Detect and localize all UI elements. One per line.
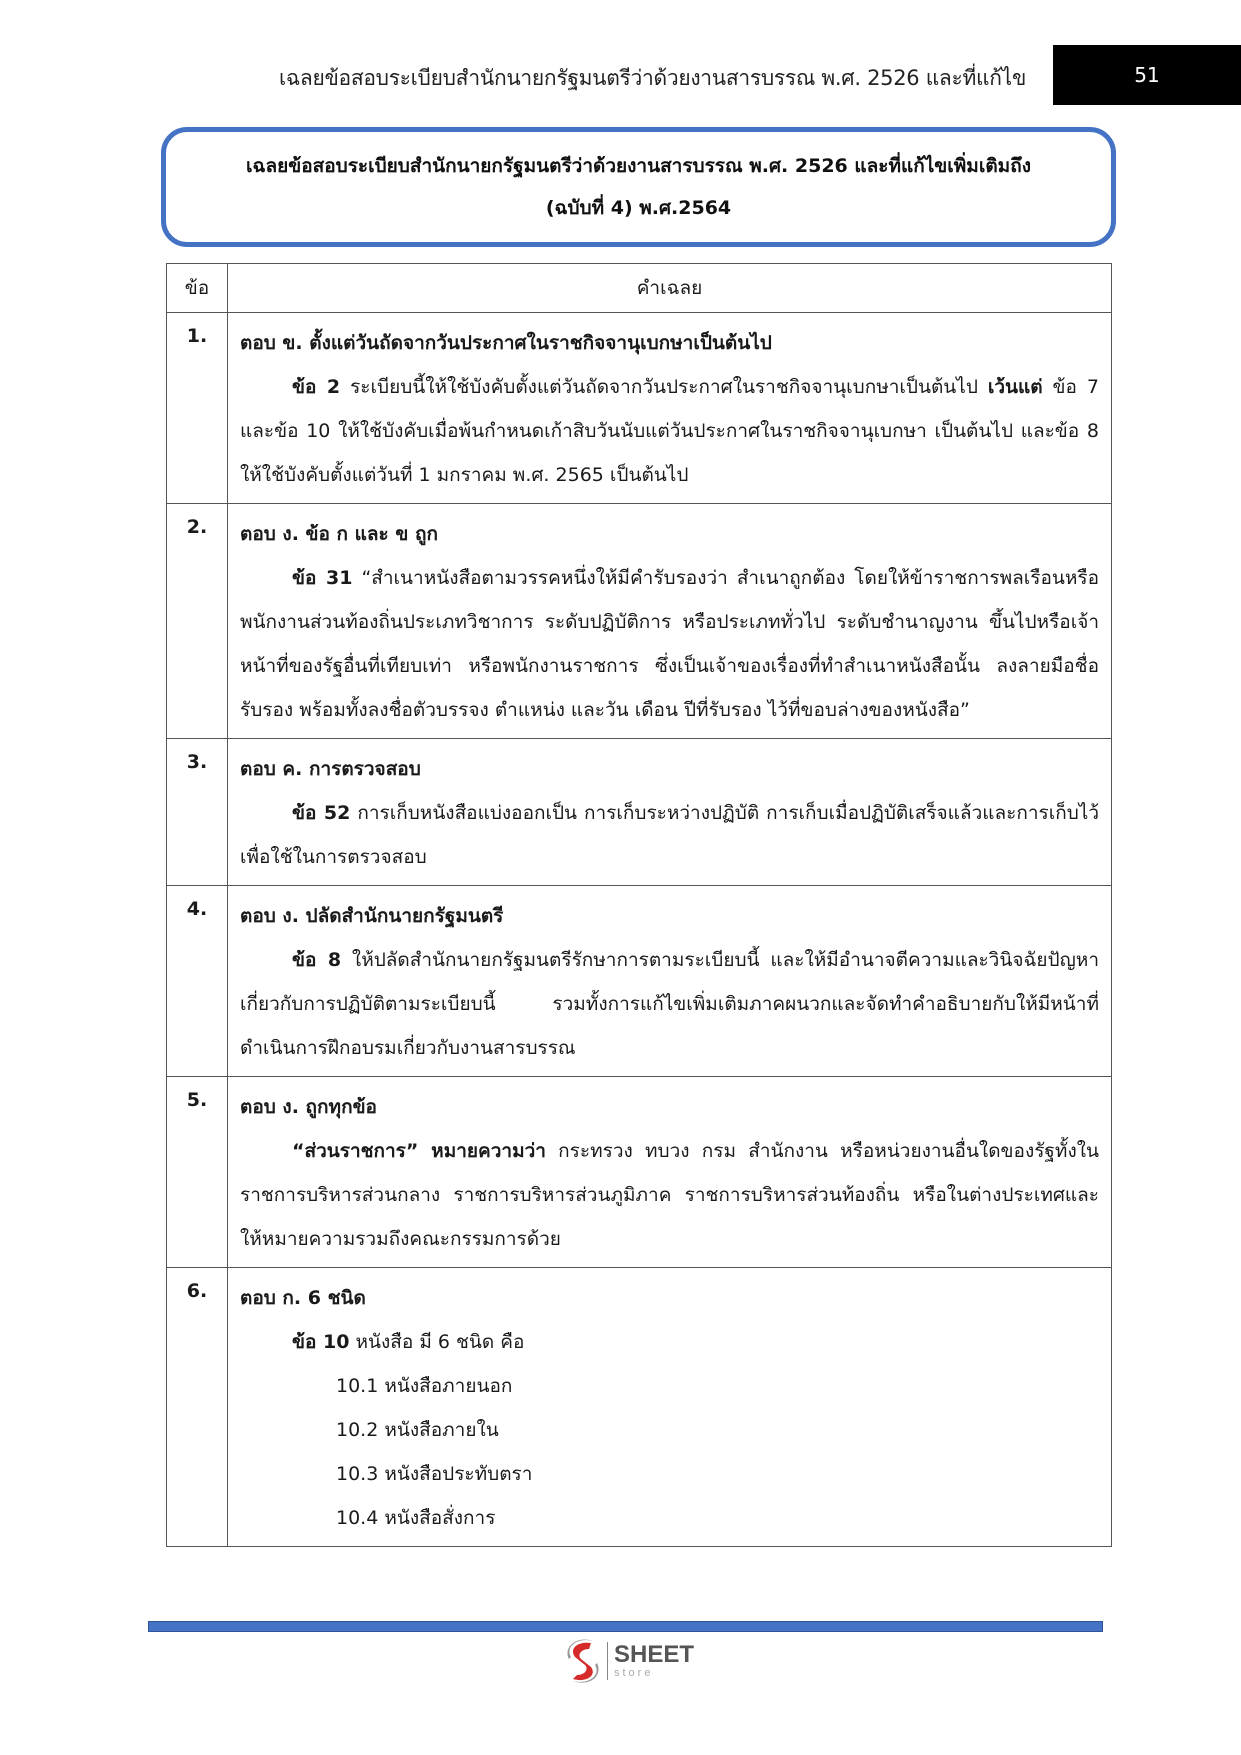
explanation [240, 556, 1099, 732]
table-row [167, 1268, 1112, 1547]
answer-cell [228, 504, 1112, 739]
answer-cell [228, 1268, 1112, 1547]
explanation-text: “สำเนาหนังสือตามวรรคหนึ่งให้มีคำรับรองว่า สำเนาถูกต้อง โดยให้ข้าราชการพลเรือนหรือพนักงานส่วนท้องถิ่นประเภทวิชาการ ระดับปฏิบัติการ หรือประเภททั่วไป ระดับชำนาญงาน ขึ้นไปหรือเจ้าหน้าที่ของรัฐอื่นที่เทียบเท่า หรือพนักงานราชการ ซึ่งเป็นเจ้าของเรื่องที่ทำสำเนาหนังสือนั้น ลงลายมือชื่อรับรอง พร้อมทั้งลงชื่อตัวบรรจง ตำแหน่ง และวัน เดือน ปีที่รับรอง ไว้ที่ขอบล่างของหนังสือ” [240, 567, 1099, 721]
sheet-store-s-logo-icon [563, 1639, 603, 1683]
explanation [240, 1320, 1099, 1364]
title-line-2: (ฉบับที่ 4) พ.ศ.2564 [545, 197, 732, 219]
answer-choice: ตอบ ค. การตรวจสอบ [240, 758, 421, 780]
answer-cell [228, 313, 1112, 504]
logo-text [614, 1643, 694, 1679]
explanation-text: กระทรวง ทบวง กรม สำนักงาน หรือหน่วยงานอื่นใดของรัฐทั้งในราชการบริหารส่วนกลาง ราชการบริหารส่วนภูมิภาค ราชการบริหารส่วนท้องถิ่น หรือในต่างประเทศและให้หมายความรวมถึงคณะกรรมการด้วย [240, 1140, 1099, 1250]
column-header-no: ข้อ [167, 264, 228, 313]
reference-label: ข้อ 8 [292, 949, 342, 971]
answer-table [166, 263, 1112, 1547]
answer-choice: ตอบ ข. ตั้งแต่วันถัดจากวันประกาศในราชกิจจานุเบกษาเป็นต้นไป [240, 332, 772, 354]
footer-divider-bar [148, 1621, 1103, 1632]
reference-label: ข้อ 2 [292, 376, 341, 398]
definition-term: “ส่วนราชการ” หมายความว่า [292, 1140, 546, 1162]
table-row [167, 504, 1112, 739]
list-item: 10.4 หนังสือสั่งการ [336, 1507, 496, 1529]
explanation-text: การเก็บหนังสือแบ่งออกเป็น การเก็บระหว่างปฏิบัติ การเก็บเมื่อปฏิบัติเสร็จแล้วและการเก็บไว้เพื่อใช้ในการตรวจสอบ [240, 802, 1099, 868]
table-row [167, 1077, 1112, 1268]
reference-label: ข้อ 52 [292, 802, 351, 824]
table-row [167, 739, 1112, 886]
answer-choice: ตอบ ง. ข้อ ก และ ข ถูก [240, 523, 438, 545]
logo-main-text: SHEET [614, 1641, 695, 1668]
question-number: 2. [167, 504, 228, 739]
answer-choice: ตอบ ก. 6 ชนิด [240, 1287, 366, 1309]
explanation [240, 1129, 1099, 1261]
question-number: 5. [167, 1077, 228, 1268]
explanation-text: ให้ปลัดสำนักนายกรัฐมนตรีรักษาการตามระเบียบนี้ และให้มีอำนาจตีความและวินิจฉัยปัญหาเกี่ยวกับการปฏิบัติตามระเบียบนี้ รวมทั้งการแก้ไขเพิ่มเติมภาคผนวกและจัดทำคำอธิบายกับให้มีหน้าที่ดำเนินการฝึกอบรมเกี่ยวกับงานสารบรรณ [240, 949, 1099, 1059]
explanation-text-2: ข้อ 7 และข้อ 10 ให้ใช้บังคับเมื่อพ้นกำหนดเก้าสิบวันนับแต่วันประกาศในราชกิจจานุเบกษา เป็นต้นไป และข้อ 8 ให้ใช้บังคับตั้งแต่วันที่ 1 มกราคม พ.ศ. 2565 เป็นต้นไป [240, 376, 1099, 486]
question-number: 4. [167, 886, 228, 1077]
explanation [240, 791, 1099, 879]
logo-divider [607, 1642, 608, 1680]
question-number: 6. [167, 1268, 228, 1547]
reference-label: ข้อ 10 [292, 1331, 350, 1353]
title-line-1: เฉลยข้อสอบระเบียบสำนักนายกรัฐมนตรีว่าด้วยงานสารบรรณ พ.ศ. 2526 และที่แก้ไขเพิ่มเติมถึง [246, 155, 1031, 177]
answer-choice: ตอบ ง. ถูกทุกข้อ [240, 1096, 377, 1118]
running-header-title: เฉลยข้อสอบระเบียบสำนักนายกรัฐมนตรีว่าด้วยงานสารบรรณ พ.ศ. 2526 และที่แก้ไข [279, 66, 1026, 90]
reference-label: ข้อ 31 [292, 567, 353, 589]
table-row [167, 886, 1112, 1077]
sheet-store-logo [563, 1636, 694, 1686]
question-number: 3. [167, 739, 228, 886]
answer-choice: ตอบ ง. ปลัดสำนักนายกรัฐมนตรี [240, 905, 504, 927]
list-item: 10.1 หนังสือภายนอก [336, 1375, 513, 1397]
logo-sub-text: store [614, 1667, 654, 1679]
explanation-text: ระเบียบนี้ให้ใช้บังคับตั้งแต่วันถัดจากวันประกาศในราชกิจจานุเบกษาเป็นต้นไป [340, 376, 988, 398]
explanation [240, 938, 1099, 1070]
table-row [167, 313, 1112, 504]
column-header-answer: คำเฉลย [228, 264, 1112, 313]
explanation [240, 365, 1099, 497]
question-number: 1. [167, 313, 228, 504]
list-item: 10.2 หนังสือภายใน [336, 1419, 499, 1441]
explanation-text: หนังสือ มี 6 ชนิด คือ [349, 1331, 525, 1353]
answer-cell [228, 886, 1112, 1077]
page-number: 51 [1053, 45, 1241, 105]
list-item: 10.3 หนังสือประทับตรา [336, 1463, 533, 1485]
emphasis-text: เว้นแต่ [987, 376, 1043, 398]
title-box [161, 127, 1116, 247]
table-header-row [167, 264, 1112, 313]
answer-cell [228, 1077, 1112, 1268]
answer-cell [228, 739, 1112, 886]
